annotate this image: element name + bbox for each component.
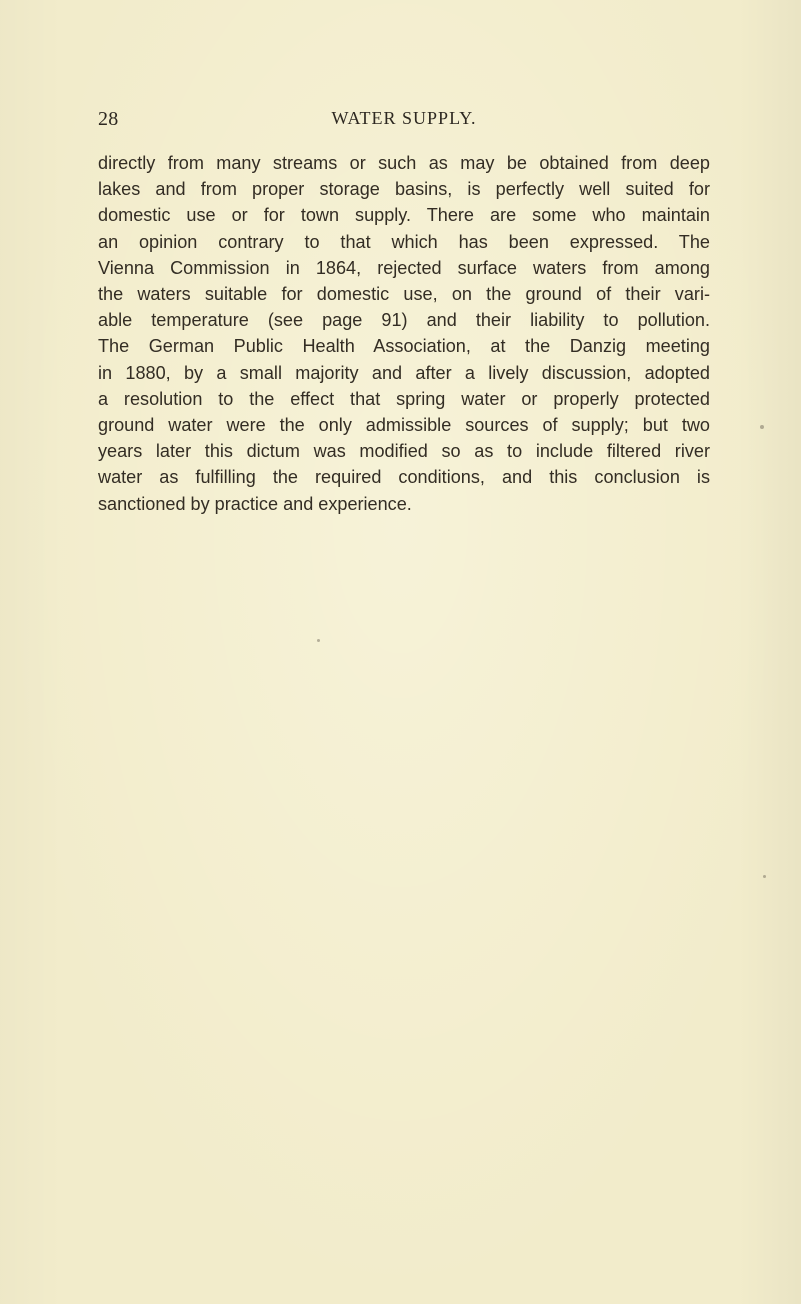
text-line: lakes and from proper storage basins, is perfectly well suited for — [98, 179, 710, 200]
text-line: The German Public Health Association, at the Danzig meeting — [98, 336, 710, 357]
text-line: domestic use or for town supply. There are some who maintain — [98, 205, 710, 226]
paper-speck — [763, 875, 766, 878]
paper-speck — [760, 425, 764, 429]
text-line: water as fulfilling the required conditions, and this conclusion is — [98, 467, 710, 488]
text-line: in 1880, by a small majority and after a lively discussion, adopted — [98, 362, 710, 383]
text-line: able temperature (see page 91) and their liability to pollution. — [98, 310, 710, 331]
text-line: a resolution to the effect that spring water or properly protected — [98, 388, 710, 409]
text-line: directly from many streams or such as may be obtained from deep — [98, 153, 710, 173]
running-title: WATER SUPPLY. — [331, 108, 477, 128]
running-head — [98, 108, 710, 136]
page-number: 28 — [98, 108, 119, 130]
text-line: an opinion contrary to that which has been expressed. The — [98, 231, 710, 252]
paper-speck — [317, 639, 320, 642]
text-line: Vienna Commission in 1864, rejected surface waters from among — [98, 257, 710, 278]
text-line: ground water were the only admissible sources of supply; but two — [98, 415, 710, 436]
body-paragraph — [98, 150, 710, 517]
text-line: sanctioned by practice and experience. — [98, 493, 412, 514]
text-line: years later this dictum was modified so as to include filtered river — [98, 441, 710, 462]
text-line: the waters suitable for domestic use, on the ground of their vari- — [98, 284, 710, 305]
